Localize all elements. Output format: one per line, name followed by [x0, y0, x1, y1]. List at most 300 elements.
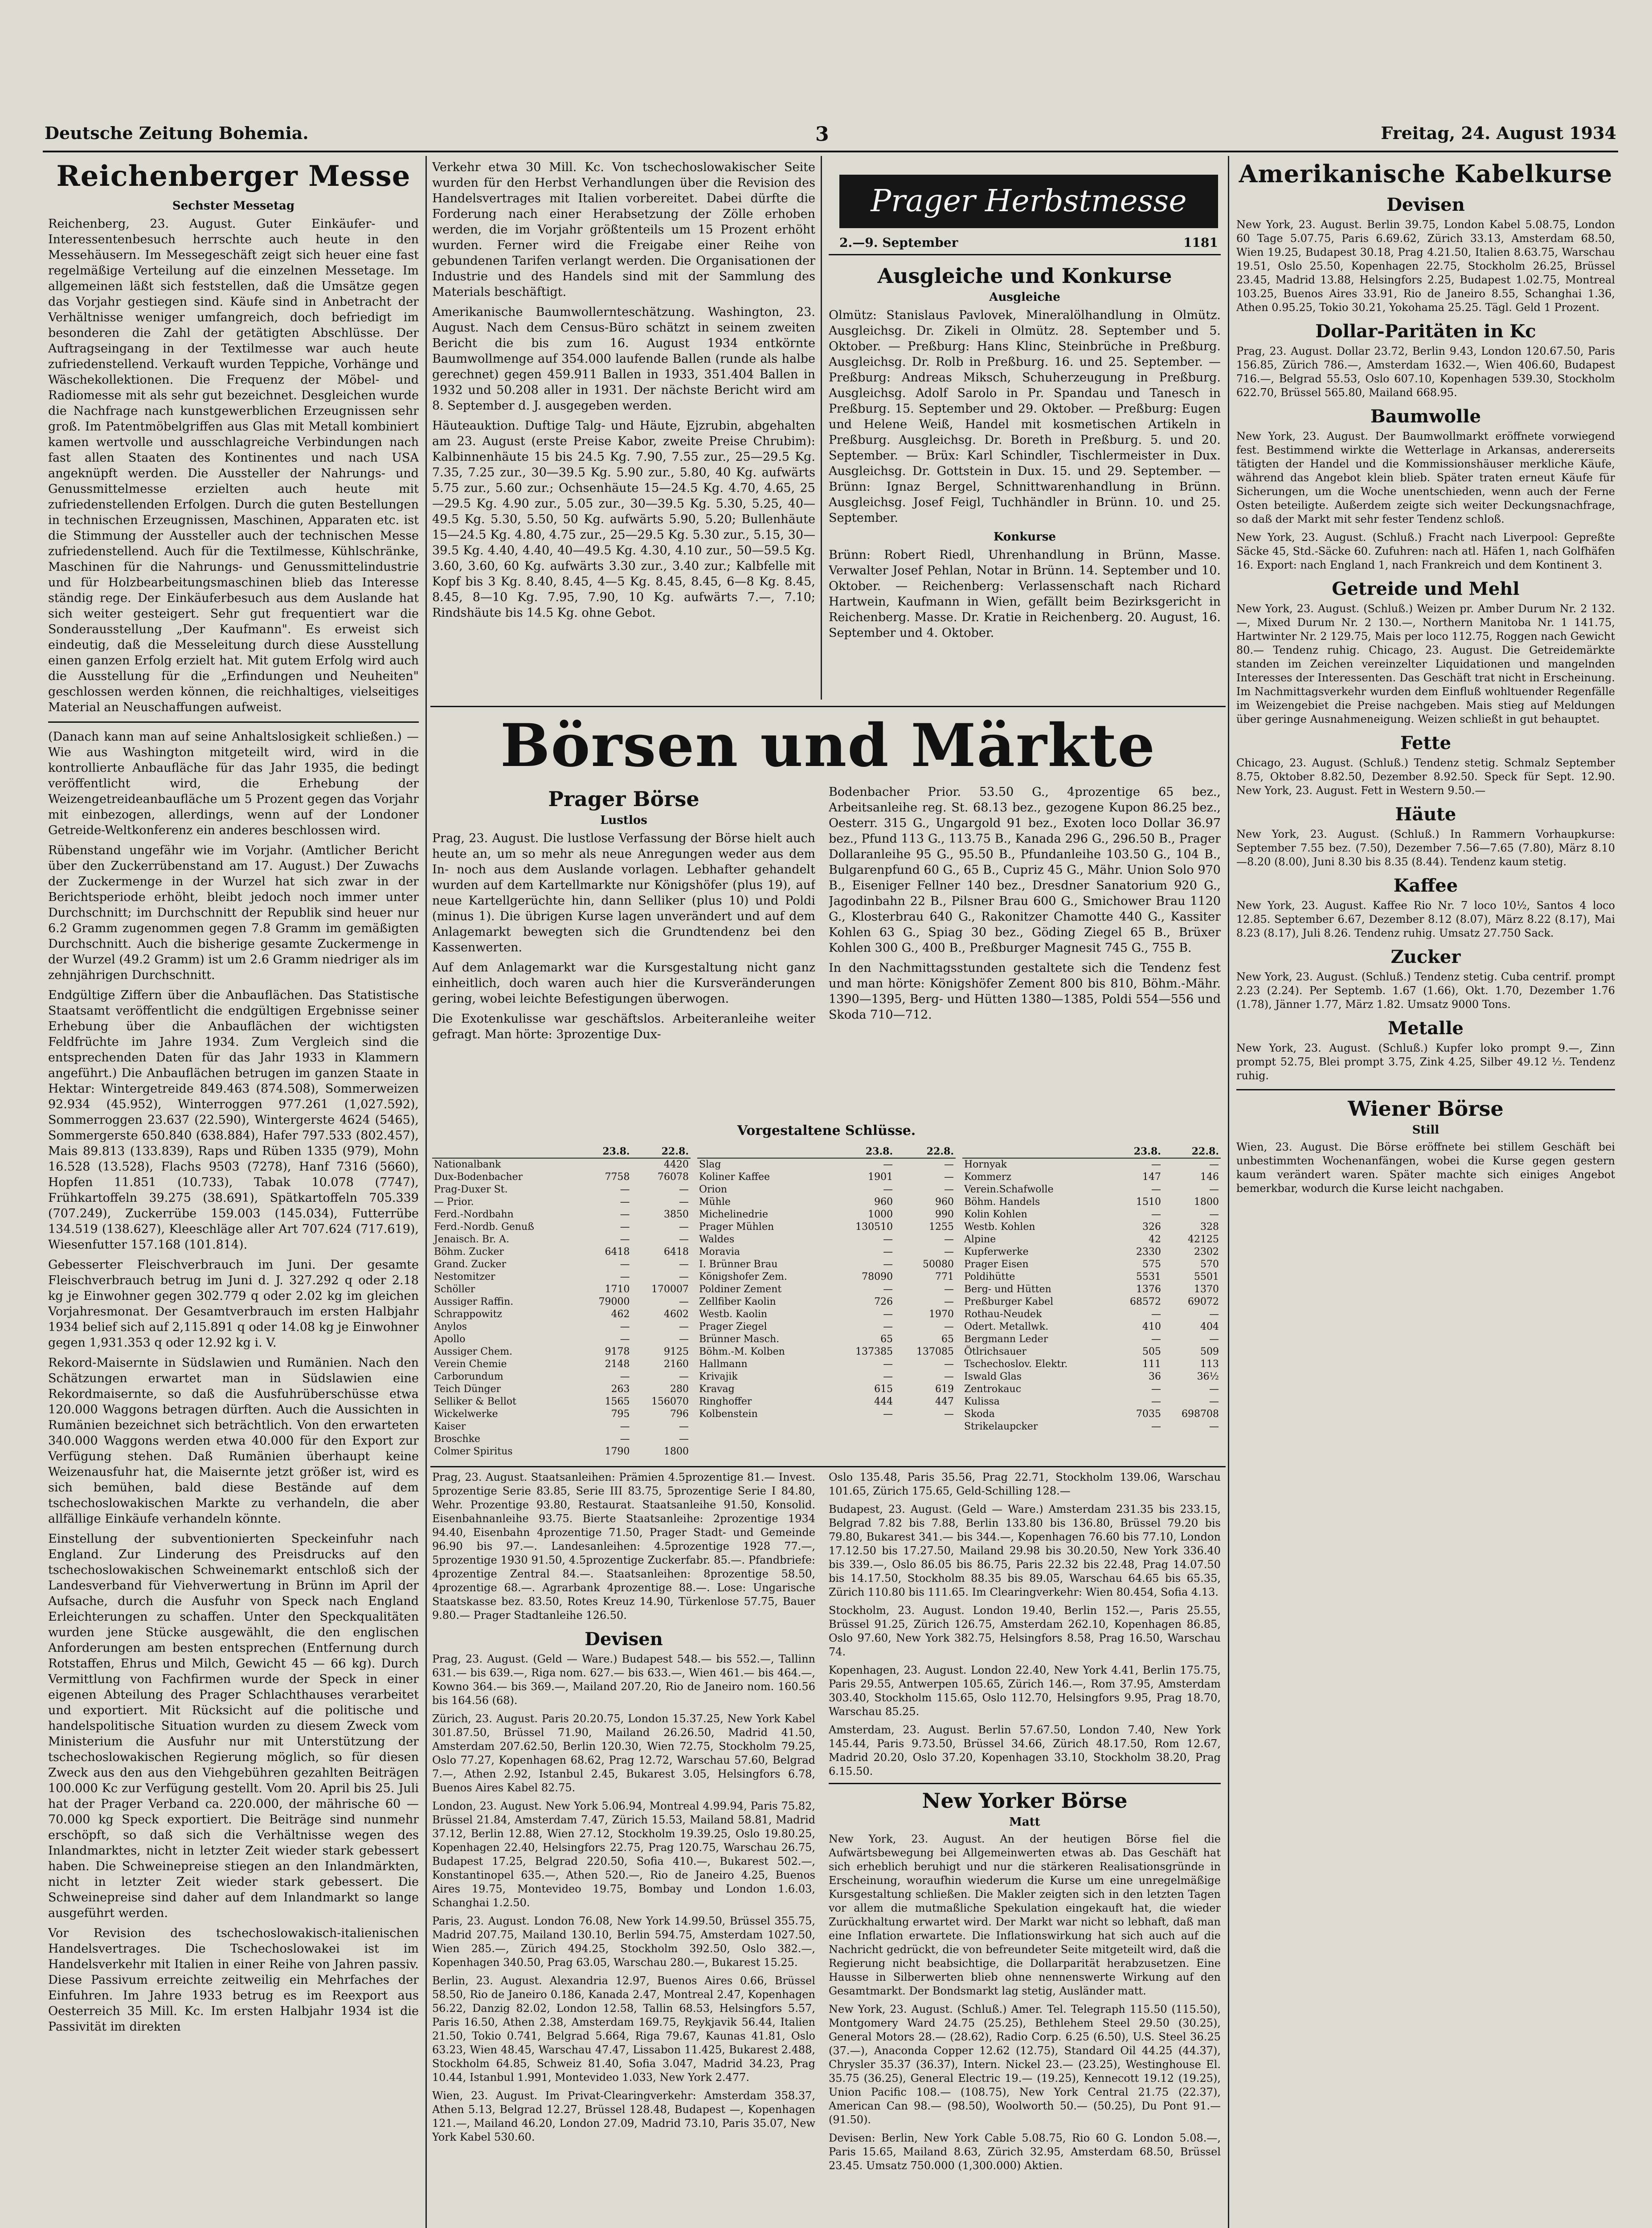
- table-cell-value: 2302: [1194, 1246, 1219, 1257]
- table-cell-value: —: [679, 1234, 689, 1245]
- table-row: [432, 1421, 691, 1433]
- table-cell-name: Nestomitzer: [434, 1271, 495, 1282]
- advertisement-herbstmesse: Prager Herbstmesse: [839, 175, 1218, 228]
- table-cell-name: Hallmann: [699, 1359, 748, 1370]
- table-cell-value: —: [883, 1246, 893, 1257]
- table-header-cell: 23.8.: [1114, 1145, 1163, 1158]
- table-cell-name: Colmer Spiritus: [434, 1446, 513, 1457]
- table-cell-value: 404: [1200, 1321, 1219, 1332]
- table-cell-name: Wickelwerke: [434, 1409, 498, 1420]
- table-cell-value: 65: [941, 1334, 954, 1345]
- article-prager-2: Auf dem Anlagemarkt war die Kursgestaltung nicht ganz einheitlich, doch waren auch hier die Kursveränderungen gering, wobei leichte Befestigungen überwogen.: [432, 961, 815, 1006]
- table-cell-name: Preßburger Kabel: [964, 1296, 1054, 1307]
- table-row: [697, 1396, 956, 1408]
- table-cell-value: 69072: [1188, 1296, 1219, 1307]
- table-cell-name: Kolbenstein: [699, 1409, 758, 1420]
- table-cell-name: Rothau-Neudek: [964, 1309, 1042, 1320]
- table-cell-value: 280: [670, 1384, 689, 1395]
- table-row: [962, 1346, 1221, 1358]
- table-cell-value: —: [1151, 1421, 1161, 1432]
- table-row: [962, 1208, 1221, 1221]
- column-rule: [425, 156, 427, 2228]
- table-cell-value: —: [944, 1171, 954, 1183]
- table-cell-value: —: [620, 1433, 630, 1445]
- table-cell-name: Tschechoslov. Elektr.: [964, 1359, 1068, 1370]
- table-cell-value: —: [944, 1284, 954, 1295]
- table-cell-name: Ötlrichsauer: [964, 1346, 1027, 1357]
- table-header-row: [697, 1145, 956, 1158]
- devisen-wien: Wien, 23. August. Im Privat-Clearingverkehr: Amsterdam 358.37, Athen 5.13, Belgrad 12.27, Brüssel 128.48, Budapest —, Kopenhagen 121.—, Mailand 46.20, London 27.09, Madrid 73.10, Paris 35.07, New York Kabel 530.60.: [432, 2089, 815, 2143]
- table-row: [432, 1371, 691, 1383]
- table-cell-name: Böhm. Handels: [964, 1196, 1040, 1208]
- table-cell-name: Jenaisch. Br. A.: [434, 1234, 510, 1245]
- table-row: [432, 1208, 691, 1221]
- table-cell-value: —: [1209, 1159, 1219, 1170]
- table-cell-value: 42125: [1188, 1234, 1219, 1245]
- table-row: [962, 1271, 1221, 1283]
- table-cell-name: Teich Dünger: [434, 1384, 501, 1395]
- table-cell-value: —: [679, 1321, 689, 1332]
- quote-table-mid: [697, 1145, 956, 1466]
- table-cell-value: 5531: [1136, 1271, 1161, 1282]
- section-title-messe: Reichenberger Messe: [56, 160, 411, 193]
- table-cell-value: 1255: [929, 1221, 954, 1233]
- table-cell-value: 156070: [651, 1396, 689, 1407]
- table-cell-value: 1710: [605, 1284, 630, 1295]
- section-subtitle-newyork: Matt: [1009, 1815, 1040, 1829]
- quote-table-left: [432, 1145, 691, 1466]
- table-cell-name: Michelinedrie: [699, 1209, 768, 1220]
- table-row: [697, 1221, 956, 1233]
- table-cell-name: Verein Chemie: [434, 1359, 507, 1370]
- table-cell-value: —: [679, 1334, 689, 1345]
- table-row: [432, 1321, 691, 1333]
- table-header-cell: 22.8.: [1163, 1145, 1221, 1158]
- table-row: [962, 1383, 1221, 1396]
- table-cell-value: —: [620, 1259, 630, 1270]
- column-rule: [821, 156, 822, 700]
- article-messe: Reichenberg, 23. August. Guter Einkäufer- und Interessentenbesuch herrschte auch heute in den Messehäusern. Im Messegeschäft zeigt sich heuer eine fast regelmäßige Verteilung auf die einzelnen Messetage. Im allgemeinen läßt sich feststellen, daß die Umsätze gegen das Vorjahr gestiegen sind. Käufe sind in Anbetracht der Verhältnisse weniger umfangreich, doch befriedigt im besonderen die Zahl der getätigten Abschlüsse. Der Auftragseingang in der Textilmesse war auch heute zufriedenstellend. Verkauft wurden Teppiche, Vorhänge und Wäschekollektionen. Die Frequenz der Möbel- und Radiomesse mit als sehr gut bezeichnet. Desgleichen wurde die Nachfrage nach kunstgewerblichen Erzeugnissen sehr groß. Im Patentmöbelgriffen aus Glas mit Metall kombiniert kamen wertvolle und ausschlagreiche Verbindungen nach fast allen Staaten des Kontinentes und nach USA angeknüpft werden. Die Aussteller der Nahrungs- und Genussmittelmesse erzielten auch heute mit zufriedenstellenden Erfolgen. Durch die guten Bestellungen in technischen Erzeugnissen, Maschinen, Apparaten etc. ist die Stimmung der Aussteller auch der technischen Messe zufriedenstellend. Auch für die Textilmesse, Kühlschränke, Maschinen für die Nahrungs- und Genussmittelindustrie und für Holzbearbeitungsmaschinen blieb das Interesse ständig rege. Der Einkäuferbesuch aus dem Auslande hat sich weiter gesteigert. Sehr gut frequentiert war die Sonderausstellung „Der Kaufmann". Es erweist sich eindeutig, daß die Messeleitung durch diese Ausstellung einen ganzen Erfolg erzielt hat. Mit gutem Erfolg wird auch die Ausstellung für die „Erfindungen und Neuheiten" geschlossen werden können, die reichhaltiges, vielseitiges Material an Neuschaffungen aufweist.: [48, 217, 419, 714]
- table-cell-value: —: [1151, 1384, 1161, 1395]
- article-newyork-3: Devisen: Berlin, New York Cable 5.08.75, Rio 60 G. London 5.08.—, Paris 15.65, Mailand 8.63, Zürich 32.95, Amsterdam 68.50, Brüssel 23.45. Umsatz 750.000 (1,300.000) Aktien.: [829, 2132, 1221, 2172]
- table-cell-value: —: [1151, 1334, 1161, 1345]
- auslands-amsterdam: Amsterdam, 23. August. Berlin 57.67.50, London 7.40, New York 145.44, Paris 9.73.50, Brüssel 34.66, Zürich 48.17.50, Rom 12.67, Madrid 20.20, Oslo 37.20, Kopenhagen 33.10, Stockholm 38.20, Prag 6.15.50.: [829, 1724, 1221, 1777]
- table-cell-value: 1370: [1194, 1284, 1219, 1295]
- page-number: 3: [815, 123, 829, 146]
- table-row: [962, 1258, 1221, 1271]
- page-header: [45, 123, 1616, 154]
- table-cell-value: —: [679, 1371, 689, 1382]
- header-rule: [43, 151, 1618, 152]
- table-row: [962, 1321, 1221, 1333]
- table-cell-value: 130510: [855, 1221, 893, 1233]
- table-cell-value: —: [620, 1421, 630, 1432]
- column-3-bottom: [829, 1470, 1221, 2228]
- table-cell-value: [581, 1158, 631, 1171]
- table-header-cell: 22.8.: [632, 1145, 691, 1158]
- table-header-cell: [432, 1145, 581, 1158]
- article-fette: Chicago, 23. August. (Schluß.) Tendenz stetig. Schmalz September 8.75, Oktober 8.82.50, Dezember 8.92.50. Speck für Sept. 12.90. New York, 23. August. Fett in Western 9.50.—: [1236, 757, 1615, 797]
- table-row: [962, 1171, 1221, 1184]
- table-cell-value: —: [1209, 1309, 1219, 1320]
- article-baumwolle: New York, 23. August. Der Baumwollmarkt eröffnete vorwiegend fest. Bestimmend wirkte die Wetterlage in Arkansas, andererseits tätigten der Handel und die Kommissionshäuser merkliche Käufe, während das Angebot klein blieb. Später traten erneut Käufe für Sicherungen, um die Woche unentschieden, wenn auch der Ferne Osten beteiligte. Außerdem zeigte sich weiter Deckungsnachfrage, so daß der Markt mit sehr fester Tendenz schloß.: [1236, 430, 1615, 525]
- table-cell-value: 4602: [664, 1309, 689, 1320]
- table-cell-value: 79000: [598, 1296, 630, 1307]
- section-title-kabelkurse: Amerikanische Kabelkurse: [1239, 160, 1613, 188]
- table-cell-name: Poldihütte: [964, 1271, 1015, 1282]
- table-cell-value: 6418: [664, 1246, 689, 1257]
- table-cell-value: —: [679, 1296, 689, 1307]
- table-row: [962, 1421, 1221, 1433]
- table-row: [697, 1258, 956, 1271]
- table-cell-value: 36½: [1197, 1371, 1219, 1382]
- table-cell-value: 146: [1200, 1171, 1219, 1183]
- table-row: [432, 1408, 691, 1421]
- table-cell-name: Apollo: [434, 1334, 466, 1345]
- table-cell-name: Aussiger Chem.: [434, 1346, 513, 1357]
- article-ausgleiche: Olmütz: Stanislaus Pavlovek, Mineralölhandlung in Olmütz. Ausgleichsg. Dr. Zikeli in Olmütz. 28. September und 5. Oktober. — Preßburg: Hans Klinc, Steinbrüche in Preßburg. Ausgleichsg. Dr. Rolb in Preßburg. 16. und 25. September. — Preßburg: Andreas Miksch, Schuherzeugung in Preßburg. Ausgleichsg. Adolf Sarolo in Pr. Spandau und Tanesch in Preßburg. 15. September und 29. Oktober. — Preßburg: Eugen und Helene Weiß, Handel mit kosmetischen Artikeln in Preßburg. Ausgleichsg. Dr. Boreth in Preßburg. 5. und 20. September. — Brüx: Karl Schindler, Tischlermeister in Dux. Ausgleichsg. Dr. Gottstein in Dux. 15. und 29. September. — Brünn: Ignaz Bergel, Schnittwarenhandlung in Brünn. Ausgleichsg. Josef Feigl, Tuchhändler in Brünn. 10. und 25. September.: [829, 308, 1221, 525]
- table-row: [697, 1408, 956, 1421]
- section-title-baumwolle: Baumwolle: [1370, 406, 1481, 427]
- table-cell-value: 509: [1200, 1346, 1219, 1357]
- auslands-kopenhagen: Kopenhagen, 23. August. London 22.40, New York 4.41, Berlin 175.75, Paris 29.55, Antwerpen 105.65, Zürich 146.—, Rom 37.95, Amsterdam 303.40, Stockholm 115.65, Oslo 112.70, Helsingfors 9.95, Prag 18.70, Warschau 85.25.: [829, 1664, 1221, 1718]
- table-row: [432, 1196, 691, 1208]
- table-cell-value: 147: [1142, 1171, 1161, 1183]
- table-cell-value: 1901: [868, 1171, 893, 1183]
- table-cell-value: 698708: [1182, 1409, 1219, 1420]
- table-row: [432, 1271, 691, 1283]
- table-cell-value: 960: [935, 1196, 954, 1208]
- auslands-budapest: Budapest, 23. August. (Geld — Ware.) Amsterdam 231.35 bis 233.15, Belgrad 7.82 bis 7.88, Berlin 133.80 bis 136.80, Brüssel 79.20 bis 79.80, Bukarest 341.— bis 344.—, Kopenhagen 76.60 bis 77.10, London 17.12.50 bis 17.27.50, Mailand 29.98 bis 30.20.50, New York 336.40 bis 339.—, Oslo 86.05 bis 86.75, Paris 22.32 bis 22.48, Prag 14.07.50 bis 14.17.50, Stockholm 88.35 bis 89.05, Warschau 64.65 bis 65.35, Zürich 110.80 bis 111.65. Im Clearingverkehr: Wien 80.454, Sofia 4.13.: [829, 1503, 1221, 1598]
- section-subtitle-prager: Lustlos: [600, 814, 647, 827]
- table-row: [962, 1221, 1221, 1233]
- section-title-boersen: Börsen und Märkte: [500, 711, 1156, 780]
- column-3-top: [829, 261, 1221, 707]
- table-cell-value: —: [620, 1221, 630, 1233]
- table-cell-value: —: [944, 1296, 954, 1307]
- section-title-wien: Wiener Börse: [1348, 1097, 1504, 1121]
- table-cell-name: Iswald Glas: [964, 1371, 1022, 1382]
- table-cell-value: 615: [874, 1384, 893, 1395]
- table-cell-name: Slag: [699, 1159, 721, 1170]
- table-cell-value: 1800: [664, 1446, 689, 1457]
- table-cell-value: 6418: [605, 1246, 630, 1257]
- table-cell-value: —: [1209, 1396, 1219, 1407]
- table-row: [432, 1296, 691, 1308]
- table-cell-value: 619: [935, 1384, 954, 1395]
- devisen-london: London, 23. August. New York 5.06.94, Montreal 4.99.94, Paris 75.82, Brüssel 21.84, Amsterdam 7.47, Zürich 15.53, Mailand 58.81, Madrid 37.12, Berlin 12.88, Wien 27.12, Stockholm 19.39.25, Oslo 19.80.25, Kopenhagen 22.40, Helsingfors 22.75, Prag 120.75, Warschau 26.75, Budapest 17.25, Belgrad 220.50, Sofia 410.—, Bukarest 502.—, Konstantinopel 635.—, Athen 520.—, Rio de Janeiro 4.25, Buenos Aires 19.75, Montevideo 19.75, Bombay und London 1.6.03, Schanghai 1.2.50.: [432, 1800, 815, 1909]
- table-cell-value: 326: [1142, 1221, 1161, 1233]
- table-row: [962, 1296, 1221, 1308]
- table-cell-value: 771: [935, 1271, 954, 1282]
- table-row: [697, 1346, 956, 1358]
- section-subtitle-wien: Still: [1412, 1123, 1439, 1137]
- table-cell-value: 42: [1148, 1234, 1161, 1245]
- table-cell-name: Anylos: [434, 1321, 467, 1332]
- table-row: [432, 1383, 691, 1396]
- divider: [1236, 1089, 1615, 1090]
- table-cell-value: 65: [880, 1334, 893, 1345]
- table-row: [432, 1258, 691, 1271]
- table-row: [697, 1158, 956, 1171]
- table-cell-value: —: [1209, 1421, 1219, 1432]
- table-cell-value: —: [883, 1159, 893, 1170]
- table-cell-name: Zentrokauc: [964, 1384, 1022, 1395]
- table-cell-value: —: [1209, 1184, 1219, 1195]
- table-cell-name: Grand. Zucker: [434, 1259, 507, 1270]
- divider: [829, 254, 1221, 255]
- table-cell-value: —: [944, 1321, 954, 1332]
- table-cell-value: 78090: [862, 1271, 893, 1282]
- table-cell-value: 444: [874, 1396, 893, 1407]
- section-title-ausgleiche: Ausgleiche und Konkurse: [877, 264, 1172, 288]
- section-subtitle: Sechster Messetag: [172, 199, 295, 213]
- table-cell-name: Selliker & Bellot: [434, 1396, 516, 1407]
- table-cell-value: —: [944, 1371, 954, 1382]
- table-cell-name: Strikelaupcker: [964, 1421, 1038, 1432]
- table-row: [432, 1233, 691, 1246]
- table-cell-name: Nationalbank: [434, 1159, 501, 1170]
- table-header-row: [962, 1145, 1221, 1158]
- table-cell-value: 2160: [664, 1359, 689, 1370]
- article-liverpool: New York, 23. August. (Schluß.) Fracht nach Liverpool: Gepreßte Säcke 45, Std.-Säcke 60. Zufuhren: nach atl. Häfen 1, nach Golfhäfen 16. Export: nach England 1, nach Frankreich und dem Kontinent 3.: [1236, 531, 1615, 571]
- table-row: [697, 1296, 956, 1308]
- table-cell-value: —: [1151, 1309, 1161, 1320]
- section-subtitle-ausgleiche: Ausgleiche: [989, 291, 1060, 304]
- table-row: [962, 1308, 1221, 1321]
- table-cell-name: Koliner Kaffee: [699, 1171, 770, 1183]
- table-row: [432, 1158, 691, 1171]
- table-cell-value: 1565: [605, 1396, 630, 1407]
- table-cell-value: 1790: [605, 1446, 630, 1457]
- table-cell-value: —: [620, 1196, 630, 1208]
- table-cell-value: 7758: [605, 1171, 630, 1183]
- table-header-row: [432, 1145, 691, 1158]
- article-prager-3: Die Exotenkulisse war geschäftslos. Arbeiteranleihe weiter gefragt. Man hörte: 3prozentige Dux-: [432, 1012, 815, 1041]
- table-row: [432, 1396, 691, 1408]
- table-cell-value: 36: [1148, 1371, 1161, 1382]
- table-cell-value: 7035: [1136, 1409, 1161, 1420]
- table-row: [432, 1333, 691, 1346]
- table-cell-name: Schrappowitz: [434, 1309, 502, 1320]
- table-cell-value: —: [620, 1184, 630, 1195]
- table-cell-value: —: [679, 1221, 689, 1233]
- section-title-metalle: Metalle: [1388, 1018, 1464, 1039]
- table-cell-value: 960: [874, 1196, 893, 1208]
- section-title-prager: Prager Börse: [548, 787, 699, 811]
- table-row: [697, 1283, 956, 1296]
- table-row: [962, 1233, 1221, 1246]
- article-wien: Wien, 23. August. Die Börse eröffnete bei stillem Geschäft bei unbestimmten Wochenanfängen, wobei die Kurse gegen gestern kaum verändert waren. Später machte sich einiges Angebot bemerkbar, wodurch die Kurse leicht nachgaben.: [1236, 1141, 1615, 1195]
- table-cell-name: Kolin Kohlen: [964, 1209, 1027, 1220]
- table-cell-value: 263: [611, 1384, 630, 1395]
- table-cell-name: I. Brünner Brau: [699, 1259, 778, 1270]
- table-cell-value: 9178: [605, 1346, 630, 1357]
- auslands-1: Oslo 135.48, Paris 35.56, Prag 22.71, Stockholm 139.06, Warschau 101.65, Zürich 175.65, Geld-Schilling 128.—: [829, 1471, 1221, 1497]
- section-title-kaffee: Kaffee: [1393, 875, 1458, 896]
- table-cell-value: —: [883, 1321, 893, 1332]
- table-cell-value: —: [944, 1234, 954, 1245]
- table-cell-name: Böhm. Zucker: [434, 1246, 504, 1257]
- table-cell-value: —: [944, 1409, 954, 1420]
- table-cell-name: Alpine: [964, 1234, 996, 1245]
- table-cell-value: 5501: [1194, 1271, 1219, 1282]
- article-zucker: New York, 23. August. (Schluß.) Tendenz stetig. Cuba centrif. prompt 2.23 (2.24). Per Septemb. 1.67 (1.66), Okt. 1.70, Dezember 1.76 (1.78), Jänner 1.77, März 1.82. Umsatz 9000 Tons.: [1236, 971, 1615, 1011]
- table-row: [432, 1184, 691, 1196]
- table-cell-name: Skoda: [964, 1409, 995, 1420]
- column-2-bottom: [432, 1470, 815, 2228]
- table-row: [432, 1358, 691, 1371]
- table-cell-value: —: [1151, 1209, 1161, 1220]
- table-cell-name: Kaiser: [434, 1421, 466, 1432]
- table-cell-value: 9125: [664, 1346, 689, 1357]
- table-row: [697, 1196, 956, 1208]
- table-cell-value: 328: [1200, 1221, 1219, 1233]
- divider: [829, 1783, 1221, 1784]
- table-cell-value: —: [679, 1433, 689, 1445]
- table-row: [432, 1171, 691, 1184]
- table-row: [962, 1283, 1221, 1296]
- table-cell-value: —: [1151, 1184, 1161, 1195]
- table-cell-value: 68572: [1129, 1296, 1161, 1307]
- table-cell-value: 1970: [929, 1309, 954, 1320]
- table-cell-value: —: [883, 1371, 893, 1382]
- table-row: [432, 1346, 691, 1358]
- table-cell-name: Ferd.-Nordbahn: [434, 1209, 514, 1220]
- table-cell-value: —: [944, 1359, 954, 1370]
- column-1: [48, 160, 419, 2228]
- section-title-fette: Fette: [1400, 733, 1452, 754]
- table-cell-value: —: [883, 1234, 893, 1245]
- section-title-devisen: Devisen: [585, 1629, 663, 1650]
- devisen-zuerich: Zürich, 23. August. Paris 20.20.75, London 15.37.25, New York Kabel 301.87.50, Brüssel 71.90, Mailand 26.26.50, Madrid 41.50, Amsterdam 207.62.50, Berlin 120.30, Wien 72.75, Stockholm 79.25, Oslo 77.27, Kopenhagen 68.62, Prag 12.72, Warschau 57.60, Belgrad 7.—, Athen 2.92, Istanbul 2.45, Bukarest 3.05, Helsingfors 6.78, Buenos Aires Kabel 82.75.: [432, 1712, 815, 1794]
- table-cell-value: —: [1151, 1159, 1161, 1170]
- table-cell-name: Aussiger Raffin.: [434, 1296, 514, 1307]
- table-cell-value: —: [679, 1259, 689, 1270]
- table-cell-name: Prager Mühlen: [699, 1221, 774, 1233]
- article-maisernte: Rekord-Maisernte in Südslawien und Rumänien. Nach den Schätzungen erwartet man in Südslawien eine Rekordmaisernte, so daß die Ausfuhrüberschüsse etwa 120.000 Waggons betragen dürften. Auch die Aussichten in Rumänien bezeichnet sich beträchtlich. Von den erwarteten 340.000 Waggons werden etwa 40.000 für den Export zur Verfügung stehen. Daß Rumänien überhaupt keine Weizenausfuhr hat, die Maisernte jetzt größer ist, wird es sich bemühen, bald diese Bestände auf dem tschechoslowakischen Markte zu verhandeln, die aber allfällige Einkäufe verhandeln könnte.: [48, 1356, 419, 1526]
- table-cell-value: 50080: [923, 1259, 954, 1270]
- table-cell-value: —: [944, 1159, 954, 1170]
- table-row: [697, 1184, 956, 1196]
- table-row: [697, 1208, 956, 1221]
- table-row: [697, 1358, 956, 1371]
- article-prager-1: Prag, 23. August. Die lustlose Verfassung der Börse hielt auch heute an, um so mehr als neue Anregungen weder aus dem In- noch aus dem Auslande vorlagen. Lebhafter gehandelt wurden auf dem Kartellmarkte nur Königshöfer (plus 19), auf neue Kartellgerüchte hin, dann Selliker (plus 10) und Poldi (minus 1). Die übrigen Kurse lagen unverändert und auf dem Anlagemarkt bewegten sich die Grundtendenz bei den Kassenwerten.: [432, 831, 815, 954]
- article-getreide: New York, 23. August. (Schluß.) Weizen pr. Amber Durum Nr. 2 132.—, Mixed Durum Nr. 2 130.—, Northern Manitoba Nr. 1 141.75, Hartwinter Nr. 2 129.75, Mais per loco 112.75, Roggen nach Gewicht 80.— Tendenz ruhig. Chicago, 23. August. Die Getreidemärkte standen im Zeichen vereinzelter Liquidationen und mangelnden Interesses der Interessenten. Das Geschäft trat nicht in Erscheinung. Im Nachmittagsverkehr wurden dem Einfluß wohltuender Regenfälle im Weizengebiet die Preise nachgeben. Mais stieg auf Meldungen über geringe Ausnahmeneigung. Weizen schließt in gut behauptet.: [1236, 602, 1615, 725]
- table-cell-value: 113: [1200, 1359, 1219, 1370]
- table-cell-name: Odert. Metallwk.: [964, 1321, 1049, 1332]
- table-row: [962, 1396, 1221, 1408]
- column-2-top: [432, 160, 815, 703]
- table-cell-name: Orion: [699, 1184, 728, 1195]
- auslands-stockholm: Stockholm, 23. August. London 19.40, Berlin 152.—, Paris 25.55, Brüssel 91.25, Zürich 126.75, Amsterdam 262.10, Kopenhagen 86.85, Oslo 97.60, New York 382.75, Helsingfors 8.58, Prag 16.50, Warschau 74.: [829, 1604, 1221, 1658]
- article-speck: Einstellung der subventionierten Speckeinfuhr nach England. Zur Linderung des Preisdrucks auf den tschechoslowakischen Schweinemarkt entschloß sich der Landesverband für Viehverwertung in Brünn im April der Aufsache, durch die Ausfuhr von Speck nach England Erleichterungen zu schaffen. Unter den Speckqualitäten wurden jene Stücke ausgewählt, die den englischen Anforderungen am besten entsprechen (Entfernung durch Rotstaffen, Ehrus und Milch, Gewicht 45 — 66 kg). Durch Vermittlung von Fachfirmen wurde der Speck in einer eigenen Abteilung des Prager Schlachthauses verarbeitet und exportiert. Mit Rücksicht auf die politische und handelspolitische Situation wurden zu diesem Zweck vom Ministerium die Ausfuhr nur mit Unterstützung der tschechoslowakischen Regierung möglich, so für diesen Zweck aus den aus den Viehgebühren gezahlten Beiträgen 100.000 Kc zur Verfügung gestellt. Vom 20. April bis 25. Juli hat der Prager Verband ca. 220.000, der mährische 60 — 70.000 kg Speck exportiert. Die Beiträge sind nunmehr erschöpft, so daß sich die Verhältnisse wegen des Inlandmarktes, nicht in letzter Zeit wieder stark gebessert haben. Die Schweinepreise stiegen an den Inlandmärkten, nicht in letzter Zeit wieder stark gebessert. Die Schweinepreise sind daher auf dem Inlandmarkt so lange ausgeführt werden.: [48, 1532, 419, 1920]
- masthead: Deutsche Zeitung Bohemia.: [45, 123, 309, 143]
- table-row: [697, 1246, 956, 1258]
- table-header-cell: 23.8.: [834, 1145, 895, 1158]
- table-title: Vorgestaltene Schlüsse.: [737, 1123, 916, 1139]
- table-cell-value: 505: [1142, 1346, 1161, 1357]
- divider: [48, 721, 419, 723]
- table-cell-value: 1376: [1136, 1284, 1161, 1295]
- article-devisen-ny: New York, 23. August. Berlin 39.75, London Kabel 5.08.75, London 60 Tage 5.07.75, Paris 6.69.62, Zürich 33.13, Amsterdam 68.50, Wien 19.25, Budapest 30.18, Prag 4.21.50, Italien 8.63.75, Warschau 19.51, Oslo 25.50, Kopenhagen 22.75, Stockholm 26.25, Brüssel 23.45, Madrid 13.88, Helsingfors 2.25, Budapest 1.02.75, Montreal 103.25, Buenos Aires 33.91, Rio de Janeiro 8.55, Schanghai 1.36, Athen 0.95.25, Tokio 30.21, Yokohama 25.25. Tägl. Geld 1 Prozent.: [1236, 218, 1615, 314]
- devisen-berlin: Berlin, 23. August. Alexandria 12.97, Buenos Aires 0.66, Brüssel 58.50, Rio de Janeiro 0.186, Kanada 2.47, Montreal 2.47, Kopenhagen 56.22, Danzig 82.02, London 12.58, Tallin 68.53, Helsingfors 5.57, Paris 16.50, Athen 2.38, Amsterdam 169.75, Reykjavik 56.44, Italien 21.50, Tokio 0.741, Belgrad 5.664, Riga 79.67, Kaunas 41.81, Oslo 63.23, Wien 48.45, Warschau 47.47, Lissabon 11.425, Bukarest 2.488, Stockholm 64.85, Schweiz 81.40, Sofia 3.047, Madrid 34.23, Prag 10.44, Istanbul 1.991, Montevideo 1.033, New York 2.477.: [432, 1974, 815, 2084]
- article-newyork-2: New York, 23. August. (Schluß.) Amer. Tel. Telegraph 115.50 (115.50), Montgomery Ward 24.75 (25.25), Bethlehem Steel 29.50 (30.25), General Motors 28.— (28.62), Radio Corp. 6.25 (6.50), U.S. Steel 36.25 (37.—), Anaconda Copper 12.62 (12.75), Standard Oil 44.25 (44.37), Chrysler 35.37 (36.37), Intern. Nickel 23.— (23.25), Westinghouse El. 35.75 (36.25), General Electric 19.— (19.25), Kennecott 19.12 (19.25), Union Pacific 108.— (108.75), New York Central 21.75 (22.37), American Can 98.— (98.50), Woolworth 50.— (50.25), Du Pont 91.— (91.50).: [829, 2003, 1221, 2126]
- table-cell-value: 76078: [658, 1171, 689, 1183]
- article-haeuteauktion: Häuteauktion. Duftige Talg- und Häute, Ejzrubin, abgehalten am 23. August (erste Preise Kabor, zweite Preise Chrubim): Kalbinnenhäute 15 bis 24.5 Kg. 7.90, 7.55 zur., 25—29.5 Kg. 7.35, 7.25 zur., 30—39.5 Kg. 5.90 zur., 5.80, 40 Kg. aufwärts 5.75 zur., 5.60 zur.; Ochsenhäute 15—24.5 Kg. 4.70, 4.65, 25—29.5 Kg. 4.90 zur., 5.05 zur., 30—39.5 Kg. 5.30, 5.25, 40—49.5 Kg. 5.30, 5.50, 50 Kg. aufwärts 5.90, 5.20; Bullenhäute 15—24.5 Kg. 4.80, 4.75 zur., 25—29.5 Kg. 5.30 zur., 5.15, 30—39.5 Kg. 4.40, 4.40, 40—49.5 Kg. 4.30, 4.10 zur., 50—59.5 Kg. 3.60, 3.60, 60 Kg. aufwärts 3.30 zur., 3.40 zur.; Kalbfelle mit Kopf bis 3 Kg. 8.40, 8.45, 4—5 Kg. 8.45, 8.45, 6—8 Kg. 8.45, 8.45, 8—10 Kg. 7.95, 7.90, 10 Kg. aufwärts 7.—, 7.10; Rindshäute bis 14.5 Kg. ohne Gebot.: [432, 419, 815, 620]
- table-cell-value: 575: [1142, 1259, 1161, 1270]
- table-cell-value: 111: [1142, 1359, 1161, 1370]
- table-cell-name: Schöller: [434, 1284, 475, 1295]
- table-row: [697, 1321, 956, 1333]
- article-prager-right-2: In den Nachmittagsstunden gestaltete sich die Tendenz fest und man hörte: Königshöfer Zement 800 bis 810, Böhm.-Mähr. 1390—1395, Berg- und Hütten 1380—1385, Poldi 554—556 und Skoda 710—712.: [829, 961, 1221, 1022]
- table-row: [962, 1158, 1221, 1171]
- table-row: [697, 1308, 956, 1321]
- table-cell-value: —: [883, 1259, 893, 1270]
- table-cell-value: 726: [874, 1296, 893, 1307]
- table-cell-value: —: [1209, 1334, 1219, 1345]
- table-cell-value: 990: [935, 1209, 954, 1220]
- table-cell-name: Kravag: [699, 1384, 735, 1395]
- article-newyork-1: New York, 23. August. An der heutigen Börse fiel die Aufwärtsbewegung bei Allgemeinwerten etwas ab. Das Geschäft hat sich erheblich beruhigt und nur die stärkeren Realisationsgründe in Erscheinung, woraufhin wiederum die Kurse um eine unregelmäßige Kursgestaltung schließen. Die Makler zeigten sich in den letzten Tagen vor allem die mutmaßliche Spekulation eingekauft hat, die wieder Zurückhaltung erwartet wird. Der Markt war nicht so lebhaft, daß man eine Inflation erwartete. Die Inflationswirkung hat sich auch auf die Nachricht gedrückt, die von befreundeter Seite mitgeteilt wird, daß die Regierung nicht beabsichtige, die Dollarparität herabzusetzen. Eine Hausse in Silberwerten blieb ohne nennenswerte Wirkung auf den Gesamtmarkt. Der Bondsmarkt lag stetig, Ausländer matt.: [829, 1833, 1221, 1997]
- table-row: [962, 1184, 1221, 1196]
- table-cell-value: —: [679, 1196, 689, 1208]
- article-prager-right-1: Bodenbacher Prior. 53.50 G., 4prozentige 65 bez., Arbeitsanleihe reg. St. 68.13 bez., gezogene Kupon 86.25 bez., Oesterr. 315 G., Ungargold 91 bez., Exoten loco Dollar 36.97 bez., Pfund 113 G., 113.75 B., Kanada 296 G., 296.50 B., Prager Dollaranleihe 95 G., 95.50 B., Pfundanleihe 103.50 G., 104 B., Bulgarenpfund 60 G., 65 B., Cupriz 45 G., Mähr. Union Solo 970 B., Eiseniger Fellner 140 bez., Dresdner Sanatorium 920 G., Jagodinbahn 22 B., Pilsner Brau 600 G., Smichower Brau 1120 G., Klosterbrau 640 G., Rakonitzer Chamotte 440 G., Kassiter Kohlen 63 G., Spiag 30 bez., Göding Ziegel 65 B., Brüxer Kohlen 300 G., 400 B., Preßburger Magnesit 745 G., 755 B.: [829, 785, 1221, 955]
- section-title-newyork: New Yorker Börse: [922, 1789, 1128, 1813]
- devisen-paris: Paris, 23. August. London 76.08, New York 14.99.50, Brüssel 355.75, Madrid 207.75, Mailand 130.10, Berlin 594.75, Amsterdam 1027.50, Wien 285.—, Zürich 494.25, Stockholm 392.50, Oslo 382.—, Kopenhagen 340.50, Prag 63.05, Warschau 280.—, Bukarest 15.25.: [432, 1915, 815, 1969]
- table-row: [962, 1196, 1221, 1208]
- table-row: [432, 1308, 691, 1321]
- article-handelsvertrag-cont: Verkehr etwa 30 Mill. Kc. Von tschechoslowakischer Seite wurden für den Herbst Verhandlungen über die Revision des Handelsvertrages mit Italien vorbereitet. Dabei dürfte die Forderung nach einer Herabsetzung der Zölle erhoben werden, die im Vorjahr größtenteils um 15 Prozent erhöht wurden. Ferner wird die Freigabe einer Reihe von gebundenen Tarifen verlangt werden. Die Organisationen der Industrie und des Handels sind mit der Sammlung des Materials beschäftigt.: [432, 160, 815, 299]
- table-cell-value: —: [620, 1371, 630, 1382]
- table-cell-name: Verein.Schafwolle: [964, 1184, 1054, 1195]
- table-cell-name: Berg- und Hütten: [964, 1284, 1051, 1295]
- table-cell-name: Moravia: [699, 1246, 740, 1257]
- article-staatsanleihen: Prag, 23. August. Staatsanleihen: Prämien 4.5prozentige 81.— Invest. 5prozentige Serie 83.85, Serie III 83.75, 5prozentige Serie I 84.80, Wehr. Prozentige 93.80, Restaurat. Staatsanleihe 91.50, Konsolid. Eisenbahnanleihe 93.75. Bierte Staatsanleihe: 2prozentige 1934 94.40, Eisenbahn 4prozentige 71.50, Prager Stadt- und Gemeinde 96.90 bis 97.—. Landesanleihen: 4.5prozentige 1928 77.—, 5prozentige 1930 91.50, 4.5prozentige Zuckerfabr. 85.—. Pfandbriefe: 4prozentige Zentral 84.—. Staatsanleihen: 8prozentige 58.50, 4prozentige 68.—. Agrarbank 4prozentige 88.—. Lose: Ungarische Staatskasse bez. 83.50, Rotes Kreuz 14.90, Türkenlose 57.75, Bauer 9.80.— Prager Stadtanleihe 126.50.: [432, 1471, 815, 1622]
- table-cell-name: Kulissa: [964, 1396, 1000, 1407]
- table-row: [697, 1171, 956, 1184]
- table-cell-name: Broschke: [434, 1433, 481, 1445]
- table-cell-value: —: [620, 1209, 630, 1220]
- table-cell-value: —: [620, 1334, 630, 1345]
- table-row: [962, 1358, 1221, 1371]
- table-cell-name: Carborundum: [434, 1371, 503, 1382]
- table-cell-value: —: [883, 1184, 893, 1195]
- table-cell-value: 137385: [855, 1346, 893, 1357]
- table-cell-value: —: [679, 1421, 689, 1432]
- table-cell-value: —: [883, 1309, 893, 1320]
- table-cell-name: Böhm.-M. Kolben: [699, 1346, 785, 1357]
- table-header-cell: 23.8.: [581, 1145, 631, 1158]
- table-cell-value: —: [883, 1359, 893, 1370]
- table-row: [697, 1383, 956, 1396]
- table-cell-value: 1510: [1136, 1196, 1161, 1208]
- table-cell-name: Westb. Kohlen: [964, 1221, 1035, 1233]
- table-cell-name: Prager Eisen: [964, 1259, 1029, 1270]
- table-cell-name: Hornyak: [964, 1159, 1007, 1170]
- divider: [430, 706, 1226, 707]
- table-cell-value: 462: [611, 1309, 630, 1320]
- table-row: [962, 1246, 1221, 1258]
- table-cell-name: Zellfiber Kaolin: [699, 1296, 776, 1307]
- table-cell-value: 795: [611, 1409, 630, 1420]
- table-row: [432, 1283, 691, 1296]
- table-row: [697, 1333, 956, 1346]
- table-row: [962, 1371, 1221, 1383]
- table-cell-value: —: [944, 1184, 954, 1195]
- table-cell-value: —: [620, 1234, 630, 1245]
- table-cell-value: —: [679, 1271, 689, 1282]
